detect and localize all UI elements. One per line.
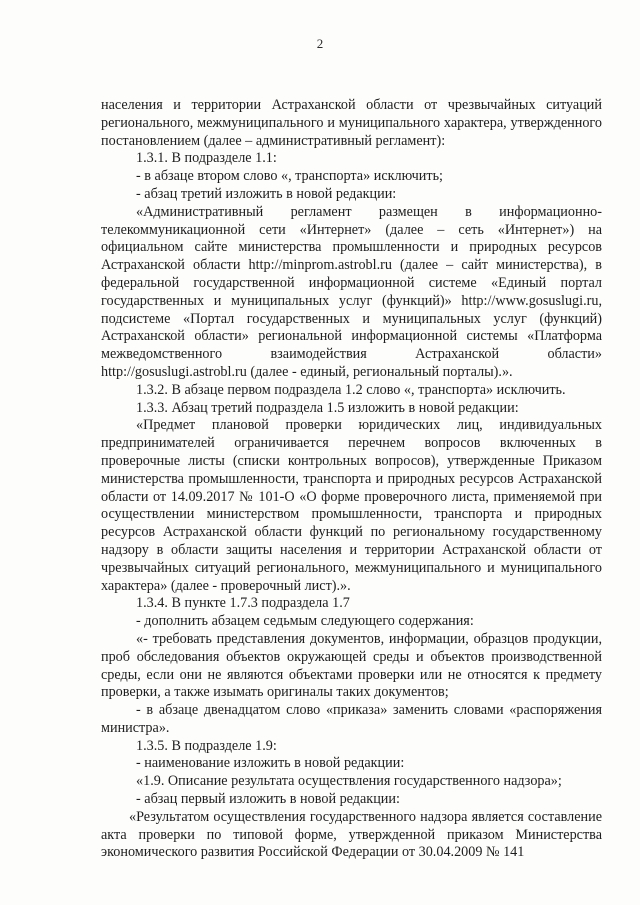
- document-body: [101, 97, 602, 862]
- paragraph: - дополнить абзацем седьмым следующего содержания:: [136, 613, 474, 630]
- paragraph: - абзац первый изложить в новой редакции:: [136, 791, 400, 808]
- paragraph: - в абзаце втором слово «, транспорта» исключить;: [136, 168, 443, 185]
- paragraph: - наименование изложить в новой редакции:: [136, 755, 405, 772]
- paragraph: - в абзаце двенадцатом слово «приказа» заменить словами «распоряжения министра».: [101, 702, 602, 736]
- paragraph: 1.3.3. Абзац третий подраздела 1.5 изложить в новой редакции:: [136, 399, 519, 416]
- paragraph: «- требовать представления документов, информации, образцов продукции, проб обследования объектов окружающей среды и объектов производственной среды, если они не являются объектами проверки или не относятся к предмету проверки, а также изымать оригиналы таких документов;: [101, 630, 602, 701]
- paragraph: «Предмет плановой проверки юридических лиц, индивидуальных предпринимателей ограничивается перечнем вопросов включенных в проверочные листы (списки контрольных вопросов), утвержденные Приказом министерства промышленности, транспорта и природных ресурсов Астраханской области от 14.09.2017 № 101-О «О форме проверочного листа, применяемой при осуществлении министерством промышленности, транспорта и природных ресурсов Астраханской области функций по региональному государственному надзору в области защиты населения и территории Астраханской области от чрезвычайных ситуаций регионального, межмуниципального и муниципального характера» (далее - проверочный лист).».: [101, 417, 602, 594]
- paragraph: «1.9. Описание результата осуществления государственного надзора»;: [136, 773, 562, 790]
- paragraph: - абзац третий изложить в новой редакции:: [136, 185, 397, 202]
- paragraph: 1.3.2. В абзаце первом подраздела 1.2 слово «, транспорта» исключить.: [136, 381, 566, 398]
- paragraph: «Результатом осуществления государственного надзора является составление акта проверки по типовой форме, утвержденной приказом Министерства экономического развития Российской Федерации от 30.04.2009 № 141: [101, 808, 602, 861]
- paragraph: 1.3.4. В пункте 1.7.3 подраздела 1.7: [136, 595, 350, 612]
- paragraph: «Административный регламент размещен в информационно-телекоммуникационной сети «Интернет» (далее – сеть «Интернет») на официальном сайте министерства промышленности и природных ресурсов Астраханской области http://minprom.astrobl.ru (далее – сайт министерства), в федеральной государственной информационной системе «Единый портал государственных и муниципальных услуг (функций)» http://www.gosuslugi.ru, подсистеме «Портал государственных и муниципальных услуг (функций) Астраханской области» региональной информационной системы «Платформа межведомственного взаимодействия Астраханской области» http://gosuslugi.astrobl.ru (далее - единый, региональный порталы).».: [101, 203, 602, 380]
- paragraph: 1.3.5. В подразделе 1.9:: [136, 737, 277, 754]
- paragraph: 1.3.1. В подразделе 1.1:: [136, 150, 277, 167]
- page-number: 2: [316, 36, 324, 51]
- paragraph: населения и территории Астраханской области от чрезвычайных ситуаций регионального, межмуниципального и муниципального характера, утвержденного постановлением (далее – административный регламент):: [101, 97, 602, 149]
